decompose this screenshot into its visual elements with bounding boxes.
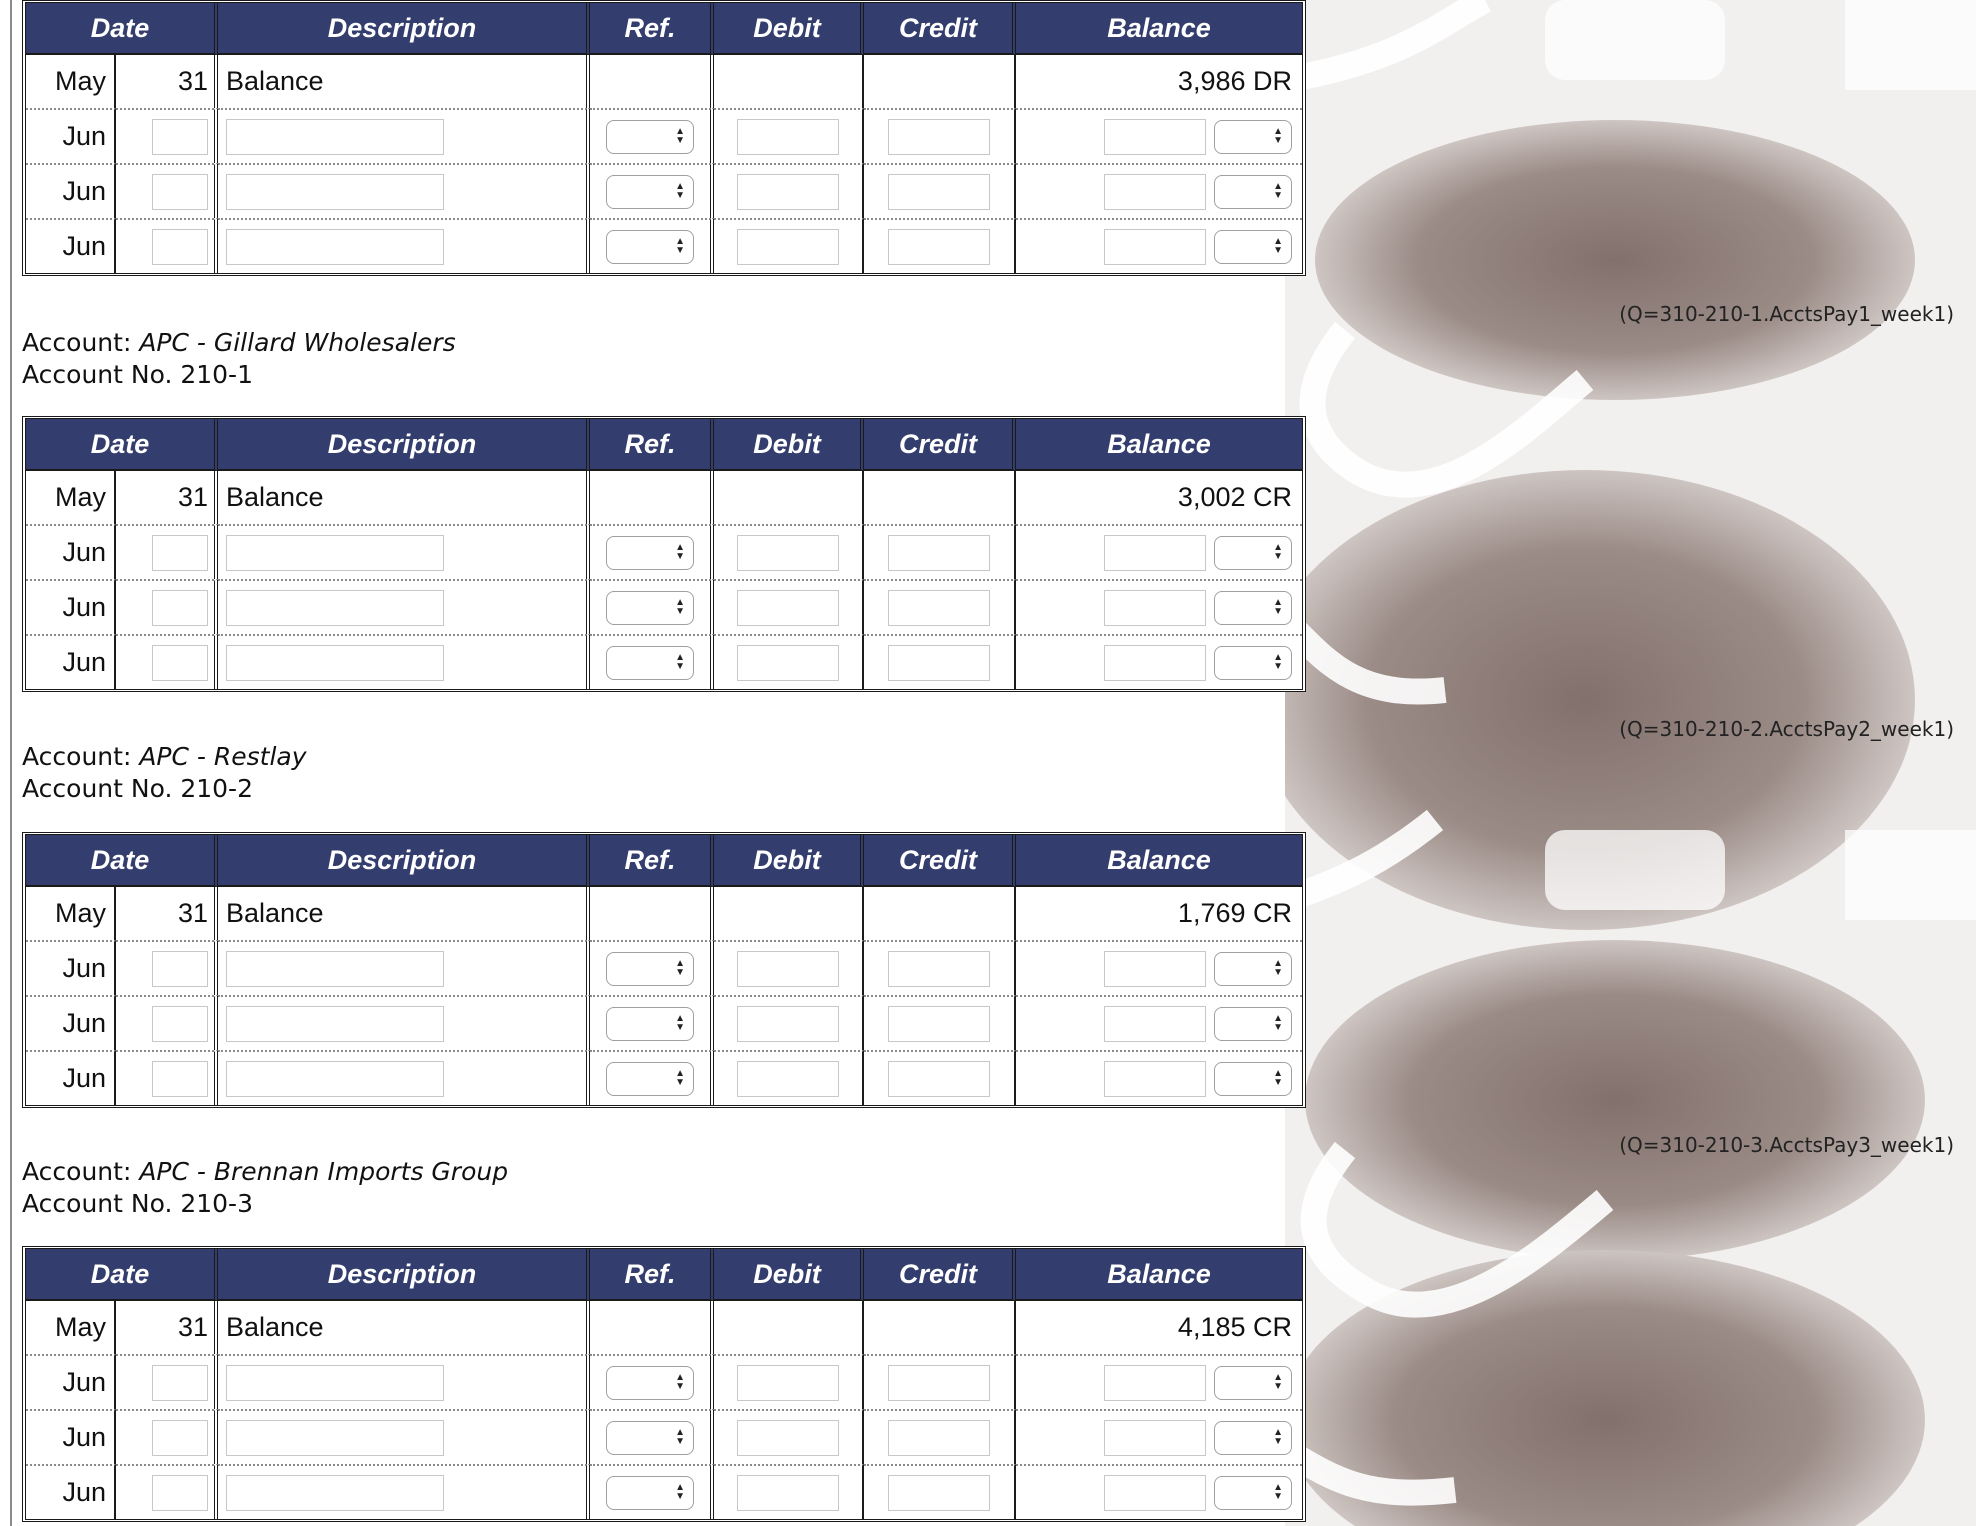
entry-desc-cell <box>218 634 590 689</box>
entry-balance-drcr-select[interactable] <box>1214 1476 1292 1510</box>
ledger-table <box>22 1246 1306 1522</box>
entry-balance-cell <box>1016 634 1302 689</box>
entry-credit-cell <box>864 1050 1016 1105</box>
entry-ref-select[interactable] <box>606 1366 694 1400</box>
account-title-line <box>22 1156 508 1188</box>
entry-credit-cell <box>864 1409 1016 1464</box>
entry-balance-cell <box>1016 108 1302 163</box>
entry-credit-input[interactable] <box>888 645 990 681</box>
opening-balance-row <box>26 1301 1302 1354</box>
col-header-date: Date <box>26 835 218 887</box>
opening-debit <box>714 1301 864 1354</box>
entry-description-input[interactable] <box>226 590 444 626</box>
entry-description-input[interactable] <box>226 1365 444 1401</box>
select-arrows-icon: ▲ ▼ <box>1273 1067 1283 1088</box>
entry-credit-cell <box>864 108 1016 163</box>
entry-description-input[interactable] <box>226 951 444 987</box>
entry-description-input[interactable] <box>226 535 444 571</box>
entry-month: Jun <box>26 218 116 273</box>
opening-balance: 1,769 CR <box>1016 887 1302 940</box>
entry-row <box>26 634 1302 689</box>
entry-desc-cell <box>218 524 590 579</box>
opening-balance: 3,002 CR <box>1016 471 1302 524</box>
entry-credit-input[interactable] <box>888 119 990 155</box>
opening-day: 31 <box>116 887 218 940</box>
entry-row <box>26 524 1302 579</box>
opening-day: 31 <box>116 471 218 524</box>
entry-description-input[interactable] <box>226 119 444 155</box>
opening-month: May <box>26 471 116 524</box>
entry-description-input[interactable] <box>226 1061 444 1097</box>
entry-balance-drcr-select[interactable] <box>1214 1366 1292 1400</box>
entry-day-cell <box>116 524 218 579</box>
entry-balance-input[interactable] <box>1104 590 1206 626</box>
entry-row <box>26 163 1302 218</box>
entry-credit-cell <box>864 995 1016 1050</box>
entry-balance-drcr-select[interactable] <box>1214 536 1292 570</box>
entry-balance-input[interactable] <box>1104 535 1206 571</box>
entry-description-input[interactable] <box>226 1475 444 1511</box>
entry-desc-cell <box>218 108 590 163</box>
entry-desc-cell <box>218 1354 590 1409</box>
entry-credit-input[interactable] <box>888 1475 990 1511</box>
entry-debit-input[interactable] <box>737 535 839 571</box>
opening-debit <box>714 471 864 524</box>
entry-day-cell <box>116 163 218 218</box>
entry-desc-cell <box>218 1050 590 1105</box>
entry-month: Jun <box>26 1409 116 1464</box>
entry-balance-drcr-select[interactable] <box>1214 175 1292 209</box>
entry-debit-cell <box>714 1354 864 1409</box>
account-heading <box>22 741 307 805</box>
col-header-ref: Ref. <box>590 419 714 471</box>
entry-ref-select[interactable] <box>606 646 694 680</box>
entry-day-input[interactable] <box>152 1061 208 1097</box>
entry-day-cell <box>116 108 218 163</box>
entry-ref-select[interactable] <box>606 175 694 209</box>
entry-day-input[interactable] <box>152 535 208 571</box>
entry-ref-cell <box>590 995 714 1050</box>
entry-day-input[interactable] <box>152 1475 208 1511</box>
col-header-ref: Ref. <box>590 835 714 887</box>
entry-month: Jun <box>26 634 116 689</box>
opening-description: Balance <box>218 471 590 524</box>
opening-balance-row <box>26 887 1302 940</box>
entry-balance-input[interactable] <box>1104 951 1206 987</box>
select-arrows-icon: ▲ ▼ <box>1273 125 1283 146</box>
ledger-table <box>22 832 1306 1108</box>
col-header-description: Description <box>218 835 590 887</box>
entry-debit-cell <box>714 524 864 579</box>
entry-balance-cell <box>1016 940 1302 995</box>
entry-credit-input[interactable] <box>888 535 990 571</box>
entry-credit-input[interactable] <box>888 229 990 265</box>
col-header-credit: Credit <box>864 1249 1016 1301</box>
entry-row <box>26 218 1302 273</box>
ledger-header-row <box>26 419 1302 471</box>
account-number: Account No. 210-3 <box>22 1189 253 1218</box>
entry-ref-select[interactable] <box>606 536 694 570</box>
entry-month: Jun <box>26 163 116 218</box>
select-arrows-icon: ▲ ▼ <box>1273 1481 1283 1502</box>
entry-row <box>26 579 1302 634</box>
opening-ref <box>590 55 714 108</box>
entry-desc-cell <box>218 579 590 634</box>
entry-debit-cell <box>714 1050 864 1105</box>
col-header-credit: Credit <box>864 419 1016 471</box>
entry-desc-cell <box>218 1464 590 1519</box>
entry-ref-cell <box>590 1464 714 1519</box>
col-header-balance: Balance <box>1016 419 1302 471</box>
entry-description-input[interactable] <box>226 229 444 265</box>
entry-balance-input[interactable] <box>1104 119 1206 155</box>
entry-credit-cell <box>864 940 1016 995</box>
account-prefix: Account: <box>22 328 140 357</box>
entry-debit-cell <box>714 1409 864 1464</box>
entry-debit-input[interactable] <box>737 645 839 681</box>
entry-ref-select[interactable] <box>606 1421 694 1455</box>
entry-day-input[interactable] <box>152 1006 208 1042</box>
question-reference: (Q=310-210-1.AcctsPay1_week1) <box>1619 302 1954 326</box>
entry-credit-input[interactable] <box>888 174 990 210</box>
entry-row <box>26 1354 1302 1409</box>
col-header-debit: Debit <box>714 835 864 887</box>
account-name: APC - Brennan Imports Group <box>139 1157 509 1186</box>
account-title-line <box>22 741 307 773</box>
entry-day-input[interactable] <box>152 119 208 155</box>
entry-ref-cell <box>590 163 714 218</box>
entry-credit-cell <box>864 579 1016 634</box>
entry-debit-input[interactable] <box>737 590 839 626</box>
entry-credit-input[interactable] <box>888 590 990 626</box>
entry-balance-cell <box>1016 163 1302 218</box>
col-header-date: Date <box>26 1249 218 1301</box>
entry-debit-input[interactable] <box>737 1061 839 1097</box>
entry-desc-cell <box>218 1409 590 1464</box>
entry-balance-cell <box>1016 218 1302 273</box>
opening-credit <box>864 1301 1016 1354</box>
question-reference: (Q=310-210-2.AcctsPay2_week1) <box>1619 717 1954 741</box>
account-heading <box>22 327 456 391</box>
entry-row <box>26 940 1302 995</box>
entry-description-input[interactable] <box>226 1420 444 1456</box>
entry-debit-input[interactable] <box>737 229 839 265</box>
entry-debit-cell <box>714 940 864 995</box>
entry-balance-input[interactable] <box>1104 1475 1206 1511</box>
entry-balance-input[interactable] <box>1104 1006 1206 1042</box>
entry-credit-input[interactable] <box>888 1365 990 1401</box>
entry-month: Jun <box>26 579 116 634</box>
account-number: Account No. 210-2 <box>22 774 253 803</box>
entry-balance-input[interactable] <box>1104 645 1206 681</box>
ledger-header-row <box>26 835 1302 887</box>
entry-balance-cell <box>1016 1354 1302 1409</box>
entry-credit-cell <box>864 163 1016 218</box>
entry-balance-drcr-select[interactable] <box>1214 1062 1292 1096</box>
entry-ref-cell <box>590 108 714 163</box>
entry-description-input[interactable] <box>226 1006 444 1042</box>
entry-day-cell <box>116 995 218 1050</box>
question-reference: (Q=310-210-3.AcctsPay3_week1) <box>1619 1133 1954 1157</box>
opening-credit <box>864 471 1016 524</box>
entry-credit-input[interactable] <box>888 1006 990 1042</box>
entry-ref-select[interactable] <box>606 1476 694 1510</box>
entry-row <box>26 1409 1302 1464</box>
entry-debit-input[interactable] <box>737 1475 839 1511</box>
entry-balance-cell <box>1016 579 1302 634</box>
account-name: APC - Gillard Wholesalers <box>139 328 456 357</box>
col-header-debit: Debit <box>714 3 864 55</box>
entry-balance-input[interactable] <box>1104 174 1206 210</box>
entry-credit-input[interactable] <box>888 1420 990 1456</box>
entry-day-input[interactable] <box>152 951 208 987</box>
entry-day-input[interactable] <box>152 174 208 210</box>
entry-debit-cell <box>714 995 864 1050</box>
entry-credit-cell <box>864 1464 1016 1519</box>
entry-debit-cell <box>714 108 864 163</box>
entry-debit-input[interactable] <box>737 1006 839 1042</box>
select-arrows-icon: ▲ ▼ <box>675 235 685 256</box>
entry-balance-cell <box>1016 1050 1302 1105</box>
opening-description: Balance <box>218 887 590 940</box>
entry-balance-drcr-select[interactable] <box>1214 591 1292 625</box>
entry-debit-cell <box>714 634 864 689</box>
select-arrows-icon: ▲ ▼ <box>675 1481 685 1502</box>
select-arrows-icon: ▲ ▼ <box>1273 235 1283 256</box>
entry-desc-cell <box>218 995 590 1050</box>
col-header-debit: Debit <box>714 1249 864 1301</box>
opening-description: Balance <box>218 1301 590 1354</box>
entry-credit-input[interactable] <box>888 951 990 987</box>
account-prefix: Account: <box>22 742 140 771</box>
entry-debit-input[interactable] <box>737 174 839 210</box>
entry-balance-drcr-select[interactable] <box>1214 1007 1292 1041</box>
select-arrows-icon: ▲ ▼ <box>1273 651 1283 672</box>
entry-ref-cell <box>590 940 714 995</box>
entry-day-cell <box>116 1050 218 1105</box>
entry-balance-input[interactable] <box>1104 229 1206 265</box>
opening-day: 31 <box>116 55 218 108</box>
select-arrows-icon: ▲ ▼ <box>675 651 685 672</box>
select-arrows-icon: ▲ ▼ <box>675 1067 685 1088</box>
entry-description-input[interactable] <box>226 174 444 210</box>
entry-debit-input[interactable] <box>737 1420 839 1456</box>
col-header-ref: Ref. <box>590 3 714 55</box>
entry-debit-cell <box>714 1464 864 1519</box>
entry-month: Jun <box>26 1050 116 1105</box>
select-arrows-icon: ▲ ▼ <box>675 1371 685 1392</box>
entry-balance-drcr-select[interactable] <box>1214 952 1292 986</box>
entry-row <box>26 995 1302 1050</box>
account-number: Account No. 210-1 <box>22 360 253 389</box>
entry-ref-cell <box>590 1050 714 1105</box>
select-arrows-icon: ▲ ▼ <box>675 180 685 201</box>
opening-debit <box>714 887 864 940</box>
select-arrows-icon: ▲ ▼ <box>1273 180 1283 201</box>
entry-day-input[interactable] <box>152 1420 208 1456</box>
opening-month: May <box>26 887 116 940</box>
entry-month: Jun <box>26 1464 116 1519</box>
opening-balance: 4,185 CR <box>1016 1301 1302 1354</box>
entry-day-cell <box>116 940 218 995</box>
entry-ref-select[interactable] <box>606 120 694 154</box>
opening-month: May <box>26 55 116 108</box>
entry-debit-input[interactable] <box>737 1365 839 1401</box>
col-header-credit: Credit <box>864 835 1016 887</box>
entry-debit-cell <box>714 218 864 273</box>
entry-ref-cell <box>590 1409 714 1464</box>
puzzle-background-image <box>1285 0 1976 1526</box>
opening-balance-row <box>26 55 1302 108</box>
ledger-header-row <box>26 3 1302 55</box>
entry-debit-cell <box>714 579 864 634</box>
entry-month: Jun <box>26 1354 116 1409</box>
entry-balance-input[interactable] <box>1104 1420 1206 1456</box>
col-header-balance: Balance <box>1016 1249 1302 1301</box>
entry-balance-drcr-select[interactable] <box>1214 646 1292 680</box>
col-header-ref: Ref. <box>590 1249 714 1301</box>
entry-day-cell <box>116 1354 218 1409</box>
opening-ref <box>590 1301 714 1354</box>
col-header-date: Date <box>26 419 218 471</box>
entry-row <box>26 108 1302 163</box>
entry-ref-cell <box>590 634 714 689</box>
col-header-description: Description <box>218 419 590 471</box>
entry-balance-cell <box>1016 524 1302 579</box>
entry-credit-cell <box>864 1354 1016 1409</box>
select-arrows-icon: ▲ ▼ <box>1273 596 1283 617</box>
opening-ref <box>590 471 714 524</box>
entry-credit-cell <box>864 634 1016 689</box>
entry-ref-select[interactable] <box>606 230 694 264</box>
col-header-description: Description <box>218 3 590 55</box>
entry-row <box>26 1050 1302 1105</box>
entry-month: Jun <box>26 524 116 579</box>
select-arrows-icon: ▲ ▼ <box>675 541 685 562</box>
entry-credit-cell <box>864 524 1016 579</box>
opening-description: Balance <box>218 55 590 108</box>
select-arrows-icon: ▲ ▼ <box>1273 1426 1283 1447</box>
select-arrows-icon: ▲ ▼ <box>1273 541 1283 562</box>
entry-balance-cell <box>1016 995 1302 1050</box>
opening-ref <box>590 887 714 940</box>
select-arrows-icon: ▲ ▼ <box>675 957 685 978</box>
select-arrows-icon: ▲ ▼ <box>1273 1012 1283 1033</box>
entry-ref-cell <box>590 218 714 273</box>
ledger-table <box>22 0 1306 276</box>
entry-debit-input[interactable] <box>737 951 839 987</box>
entry-month: Jun <box>26 940 116 995</box>
entry-balance-cell <box>1016 1409 1302 1464</box>
entry-day-cell <box>116 1464 218 1519</box>
entry-balance-cell <box>1016 1464 1302 1519</box>
ledger-header-row <box>26 1249 1302 1301</box>
opening-credit <box>864 887 1016 940</box>
account-heading <box>22 1156 508 1220</box>
entry-ref-select[interactable] <box>606 1007 694 1041</box>
entry-description-input[interactable] <box>226 645 444 681</box>
entry-month: Jun <box>26 108 116 163</box>
entry-desc-cell <box>218 940 590 995</box>
col-header-balance: Balance <box>1016 835 1302 887</box>
entry-day-cell <box>116 218 218 273</box>
col-header-credit: Credit <box>864 3 1016 55</box>
entry-day-input[interactable] <box>152 229 208 265</box>
entry-day-cell <box>116 579 218 634</box>
entry-credit-input[interactable] <box>888 1061 990 1097</box>
entry-ref-cell <box>590 1354 714 1409</box>
select-arrows-icon: ▲ ▼ <box>675 1426 685 1447</box>
opening-debit <box>714 55 864 108</box>
select-arrows-icon: ▲ ▼ <box>675 596 685 617</box>
entry-desc-cell <box>218 163 590 218</box>
entry-debit-cell <box>714 163 864 218</box>
entry-desc-cell <box>218 218 590 273</box>
entry-day-input[interactable] <box>152 645 208 681</box>
opening-credit <box>864 55 1016 108</box>
account-name: APC - Restlay <box>139 742 307 771</box>
entry-ref-select[interactable] <box>606 952 694 986</box>
entry-ref-cell <box>590 579 714 634</box>
col-header-date: Date <box>26 3 218 55</box>
entry-ref-select[interactable] <box>606 1062 694 1096</box>
entry-ref-cell <box>590 524 714 579</box>
entry-balance-input[interactable] <box>1104 1061 1206 1097</box>
col-header-debit: Debit <box>714 419 864 471</box>
select-arrows-icon: ▲ ▼ <box>675 1012 685 1033</box>
entry-day-cell <box>116 634 218 689</box>
opening-balance: 3,986 DR <box>1016 55 1302 108</box>
select-arrows-icon: ▲ ▼ <box>1273 1371 1283 1392</box>
opening-day: 31 <box>116 1301 218 1354</box>
left-margin-rule <box>10 0 12 1526</box>
entry-credit-cell <box>864 218 1016 273</box>
entry-balance-drcr-select[interactable] <box>1214 1421 1292 1455</box>
account-prefix: Account: <box>22 1157 140 1186</box>
entry-ref-select[interactable] <box>606 591 694 625</box>
entry-day-cell <box>116 1409 218 1464</box>
entry-month: Jun <box>26 995 116 1050</box>
ledger-table <box>22 416 1306 692</box>
account-title-line <box>22 327 456 359</box>
col-header-balance: Balance <box>1016 3 1302 55</box>
col-header-description: Description <box>218 1249 590 1301</box>
select-arrows-icon: ▲ ▼ <box>675 125 685 146</box>
entry-day-input[interactable] <box>152 590 208 626</box>
select-arrows-icon: ▲ ▼ <box>1273 957 1283 978</box>
entry-balance-input[interactable] <box>1104 1365 1206 1401</box>
entry-debit-input[interactable] <box>737 119 839 155</box>
entry-row <box>26 1464 1302 1519</box>
entry-balance-drcr-select[interactable] <box>1214 230 1292 264</box>
opening-month: May <box>26 1301 116 1354</box>
entry-day-input[interactable] <box>152 1365 208 1401</box>
entry-balance-drcr-select[interactable] <box>1214 120 1292 154</box>
opening-balance-row <box>26 471 1302 524</box>
